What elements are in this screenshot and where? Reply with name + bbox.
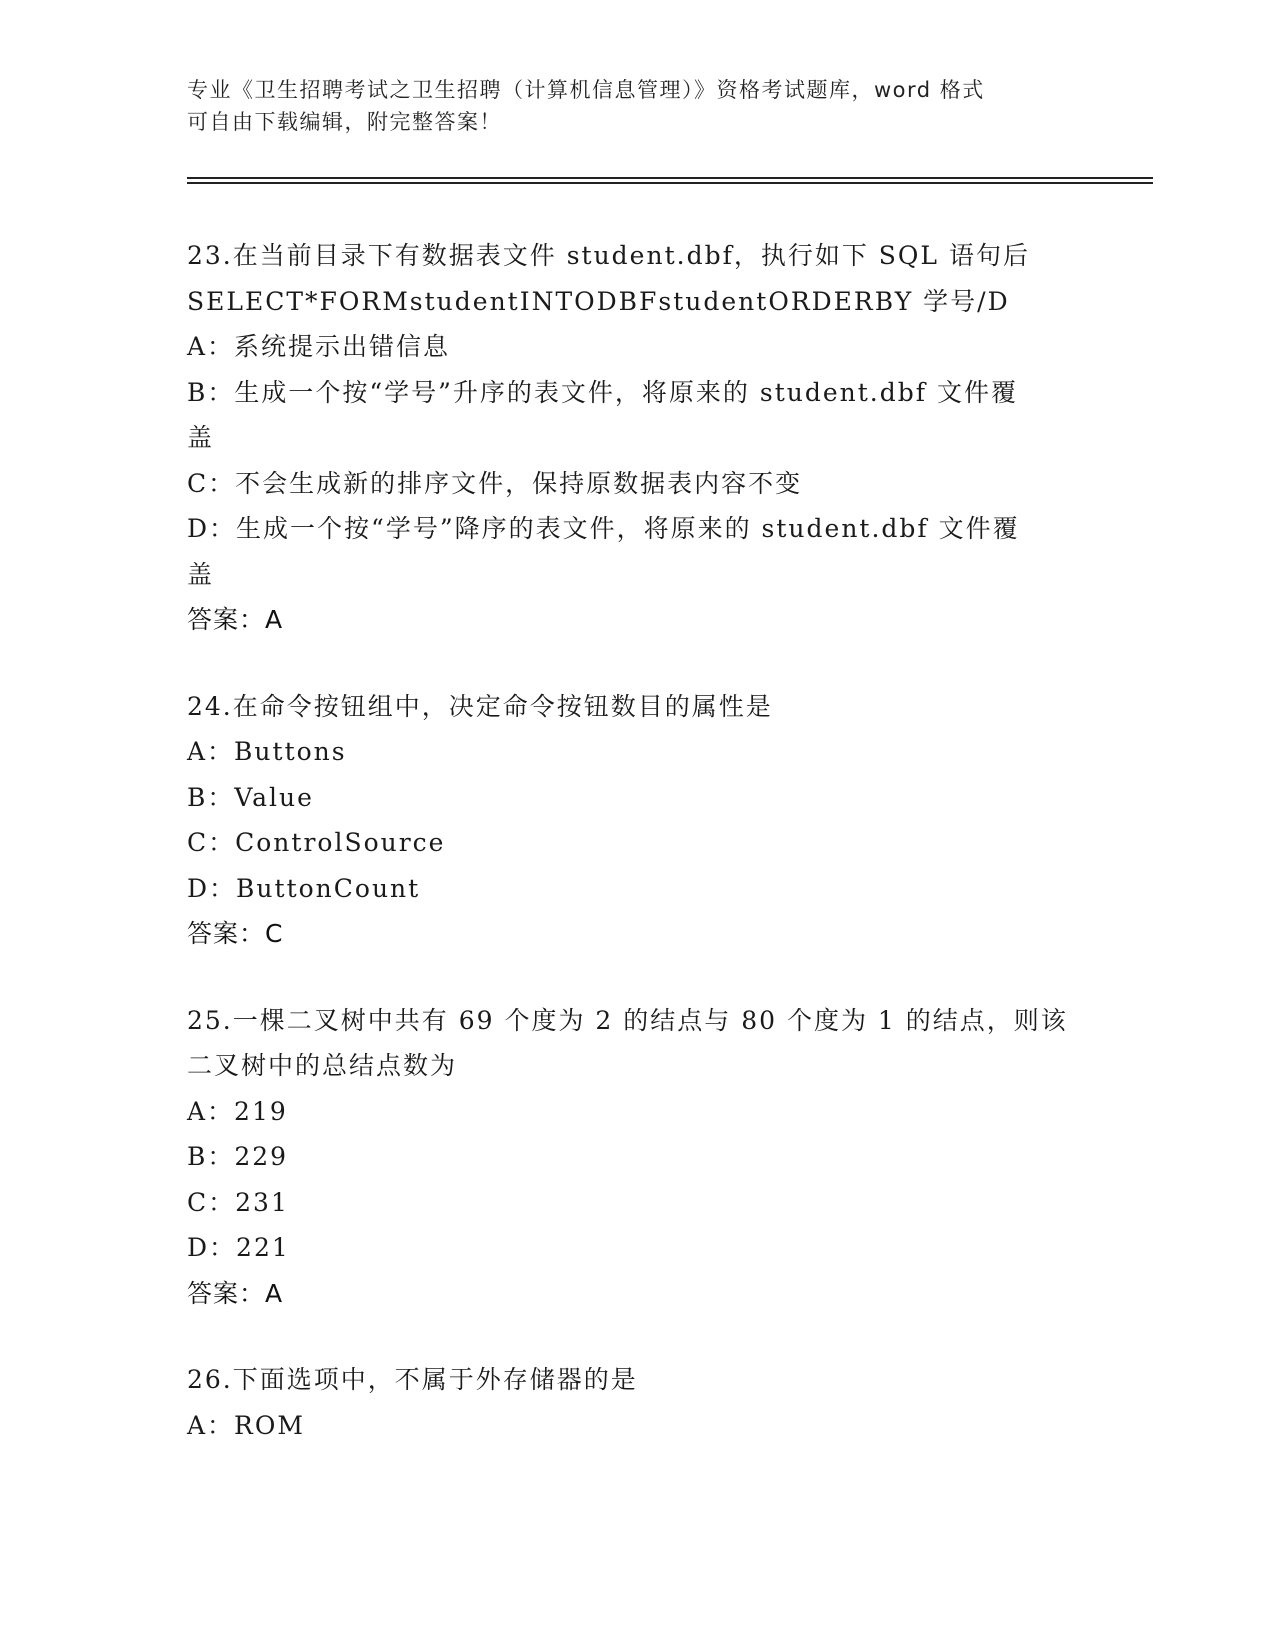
question-line: B：Value bbox=[187, 782, 314, 812]
question-line: A：系统提示出错信息 bbox=[187, 332, 451, 361]
question-line: C：ControlSource bbox=[187, 828, 446, 857]
document-header bbox=[187, 74, 1087, 138]
header-line-1: 专业《卫生招聘考试之卫生招聘（计算机信息管理）》资格考试题库，word 格式 bbox=[187, 78, 985, 102]
question-line: A：ROM bbox=[187, 1410, 305, 1440]
header-divider-top bbox=[187, 177, 1153, 179]
question-line: C：231 bbox=[187, 1187, 289, 1217]
question-line: 盖 bbox=[187, 423, 215, 452]
question-line: D：生成一个按“学号”降序的表文件，将原来的 student.dbf 文件覆 bbox=[187, 514, 1020, 543]
question-block bbox=[187, 233, 1087, 643]
question-text: 23.在当前目录下有数据表文件 student.dbf，执行如下 SQL 语句后 bbox=[187, 241, 1030, 270]
question-line: A：219 bbox=[187, 1096, 288, 1126]
answer-text: 答案：A bbox=[187, 605, 284, 634]
question-line: D：221 bbox=[187, 1233, 290, 1262]
question-block bbox=[187, 1357, 1087, 1448]
question-text: 24.在命令按钮组中，决定命令按钮数目的属性是 bbox=[187, 691, 773, 721]
question-line: D：ButtonCount bbox=[187, 873, 421, 903]
question-block bbox=[187, 998, 1087, 1317]
question-line: C：不会生成新的排序文件，保持原数据表内容不变 bbox=[187, 468, 803, 498]
question-line: B：229 bbox=[187, 1142, 289, 1171]
question-line: A：Buttons bbox=[187, 737, 347, 766]
question-text: 25.一棵二叉树中共有 69 个度为 2 的结点与 80 个度为 1 的结点，则该 bbox=[187, 1005, 1068, 1035]
question-list bbox=[187, 233, 1087, 1489]
question-line: SELECT*FORMstudentINTODBFstudentORDERBY 学号/D bbox=[187, 286, 1010, 316]
question-line: 二叉树中的总结点数为 bbox=[187, 1051, 458, 1080]
answer-text: 答案：C bbox=[187, 919, 284, 948]
header-line-2: 可自由下载编辑，附完整答案！ bbox=[187, 110, 502, 134]
question-line: B：生成一个按“学号”升序的表文件，将原来的 student.dbf 文件覆 bbox=[187, 377, 1018, 407]
question-line: 盖 bbox=[187, 559, 215, 589]
answer-text: 答案：A bbox=[187, 1278, 284, 1308]
question-block bbox=[187, 684, 1087, 957]
header-divider-bottom bbox=[187, 182, 1153, 184]
question-text: 26.下面选项中，不属于外存储器的是 bbox=[187, 1365, 638, 1394]
